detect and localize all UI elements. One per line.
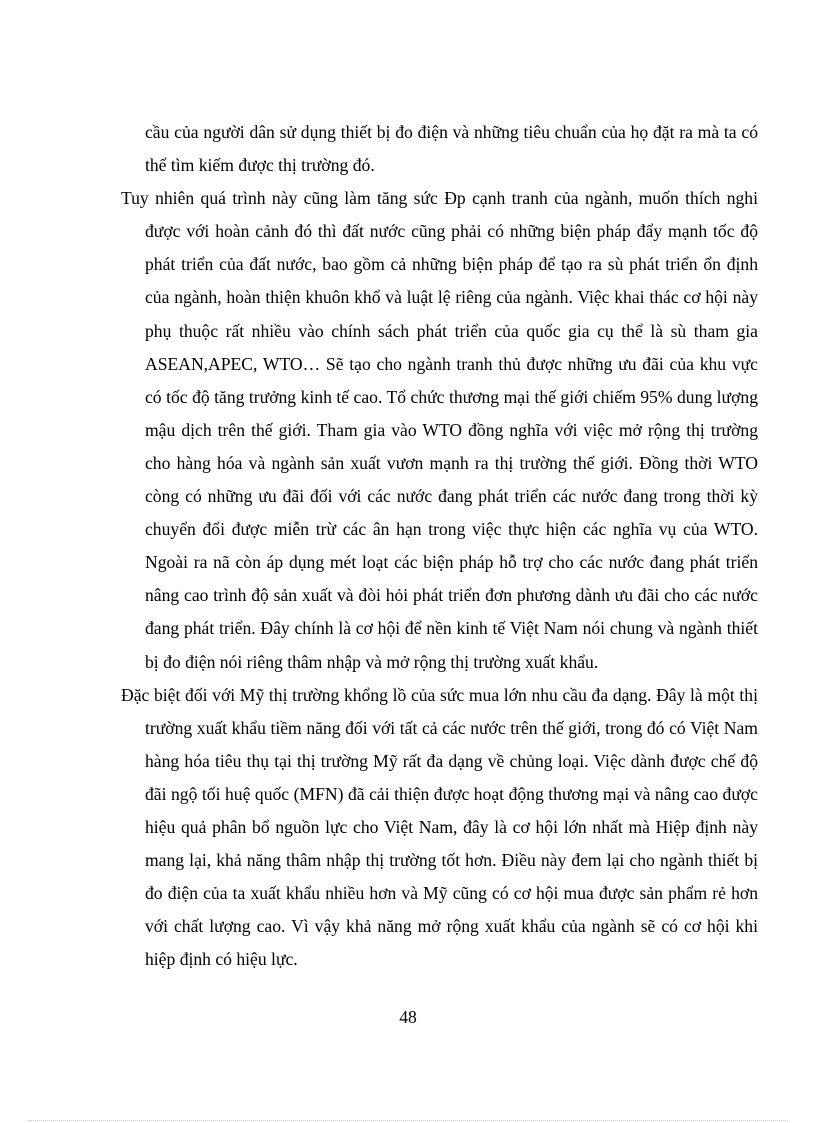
paragraph-continuation: cầu của người dân sử dụng thiết bị đo điện và những tiêu chuẩn của họ đặt ra mà ta có thể tìm kiếm được thị trường đó. [145, 122, 758, 176]
paragraph-opportunities: Tuy nhiên quá trình này cũng làm tăng sức Ðp cạnh tranh của ngành, muốn thích nghi được với hoàn cảnh đó thì đất nước cũng phải có những biện pháp đẩy mạnh tốc độ phát triển của đất nước, bao gồm cả những biện pháp để tạo ra sù phát triển ổn định của ngành, hoàn thiện khuôn khổ và luật lệ riêng của ngành. Việc khai thác cơ hội này phụ thuộc rất nhiều vào chính sách phát triển của quốc gia cụ thể là sù tham gia ASEAN,APEC, WTO… Sẽ tạo cho ngành tranh thủ được những ưu đãi của khu vực có tốc độ tăng trưởng kinh tế cao. Tổ chức thương mại thế giới chiếm 95% dung lượng mậu dịch trên thế giới. Tham gia vào WTO đồng nghĩa với việc mở rộng thị trường cho hàng hóa và ngành sản xuất vươn mạnh ra thị trường thế giới. Đồng thời WTO còng có những ưu đãi đối với các nước đang phát triển các nước đang trong thời kỳ chuyển đổi được miễn trừ các ân hạn trong việc thực hiện các nghĩa vụ của WTO. Ngoài ra nã còn áp dụng mét loạt các biện pháp hỗ trợ cho các nước đang phát triển nâng cao trình độ sản xuất và đòi hỏi phát triển đơn phương dành ưu đãi cho các nước đang phát triển. Đây chính là cơ hội để nền kinh tế Việt Nam nói chung và ngành thiết bị đo điện nói riêng thâm nhập và mở rộng thị trường xuất khẩu. [121, 188, 758, 672]
body-text [121, 116, 758, 976]
page-number: 48 [399, 1007, 417, 1027]
bottom-divider [28, 1120, 788, 1121]
paragraph-us-market: Đặc biệt đối với Mỹ thị trường khổng lồ của sức mua lớn nhu cầu đa dạng. Đây là một thị trường xuất khẩu tiềm năng đối với tất cả các nước trên thế giới, trong đó có Việt Nam hàng hóa tiêu thụ tại thị trường Mỹ rất đa dạng về chủng loại. Việc dành được chế độ đãi ngộ tối huệ quốc (MFN) đã cải thiện được hoạt động thương mại và nâng cao được hiệu quả phân bổ nguồn lực cho Việt Nam, đây là cơ hội lớn nhất mà Hiệp định này mang lại, khả năng thâm nhập thị trường tốt hơn. Điều này đem lại cho ngành thiết bị đo điện của ta xuất khẩu nhiều hơn và Mỹ cũng có cơ hội mua được sản phẩm rẻ hơn với chất lượng cao. Vì vậy khả năng mở rộng xuất khẩu của ngành sẽ có cơ hội khi hiệp định có hiệu lực. [121, 684, 758, 970]
